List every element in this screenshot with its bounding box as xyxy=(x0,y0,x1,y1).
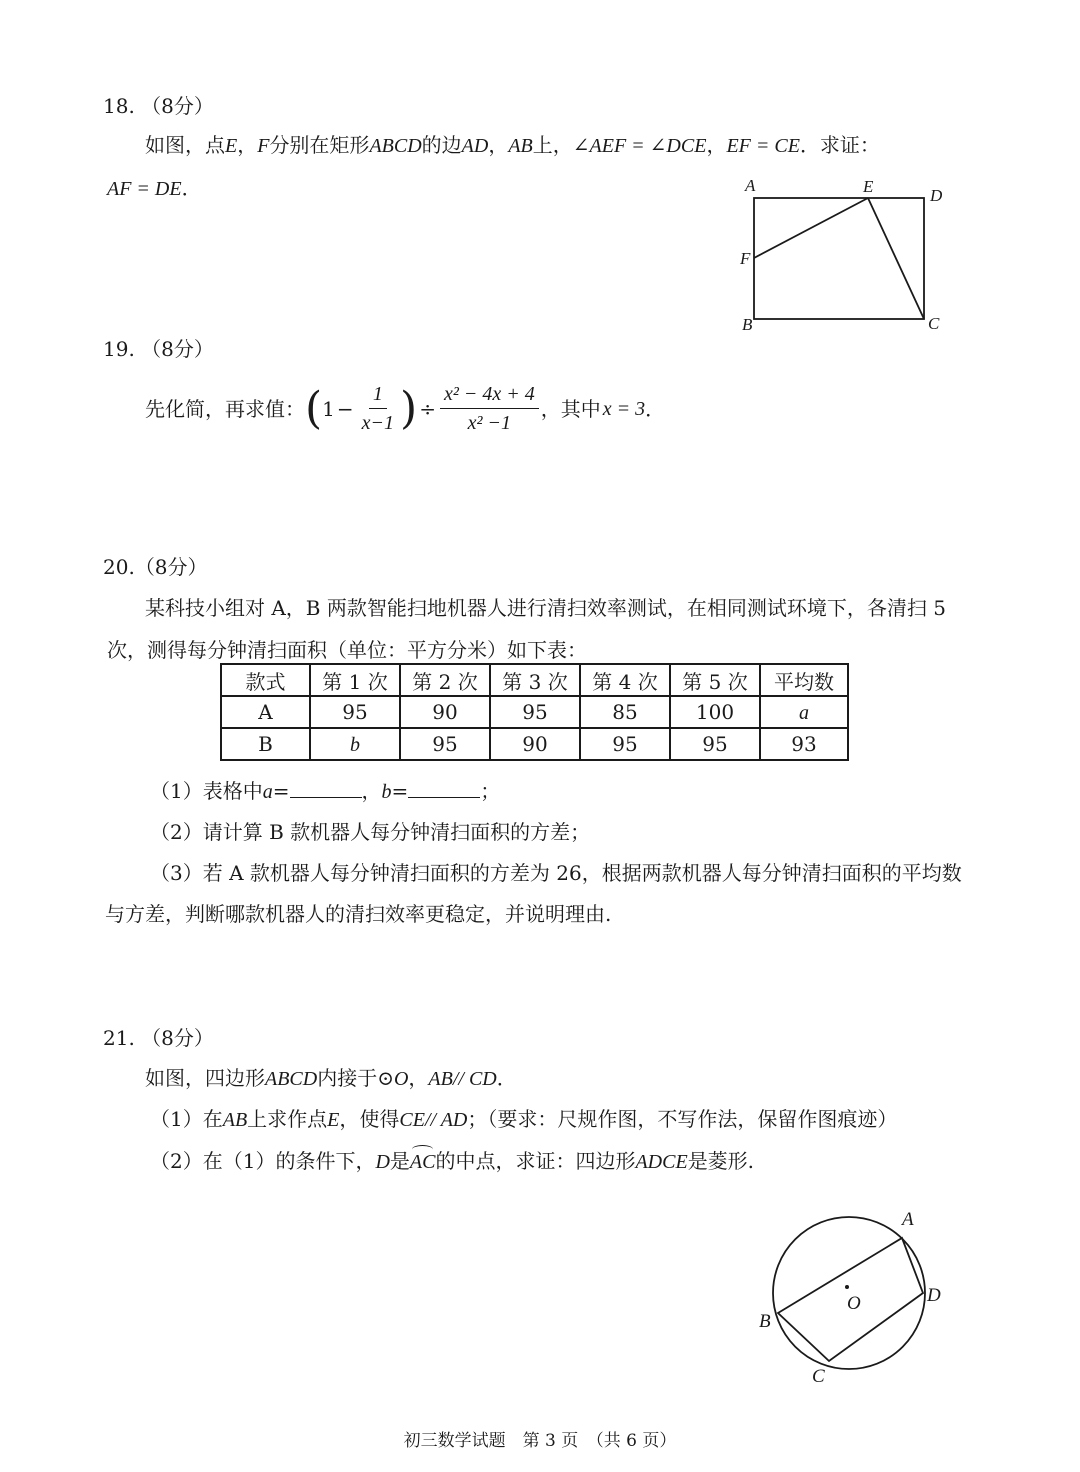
left-paren: ( xyxy=(305,382,323,434)
header-cell: 第 3 次 xyxy=(490,664,580,696)
q19-heading xyxy=(103,335,214,363)
q18-text: 如图，点 xyxy=(145,133,225,157)
q20-comma: ， xyxy=(361,779,382,803)
q21-var-abcd: ABCD xyxy=(265,1068,318,1090)
q18-text: ， xyxy=(706,133,727,157)
fraction-1 xyxy=(358,382,398,435)
q20-semicolon: ； xyxy=(480,779,501,803)
q18-text: ， xyxy=(488,133,509,157)
q20-heading xyxy=(103,553,208,581)
q18-var-ab: AB xyxy=(508,135,533,157)
table-row xyxy=(221,696,848,728)
label-b: B xyxy=(742,315,753,334)
center-point-o xyxy=(845,1285,849,1289)
label-d: D xyxy=(930,186,943,205)
table-cell: 85 xyxy=(580,696,670,728)
q19-one: 1 xyxy=(322,396,335,421)
q21-part2 xyxy=(150,1147,754,1176)
q20-number: 20. xyxy=(103,555,135,579)
label-f: F xyxy=(740,249,751,268)
q21-text: 上求作点 xyxy=(247,1107,328,1131)
q20-part3-line2: 与方差，判断哪款机器人的清扫效率更稳定，并说明理由. xyxy=(105,902,612,926)
header-cell: 平均数 xyxy=(760,664,848,696)
q21-text: ，使得 xyxy=(339,1107,400,1131)
label-e: E xyxy=(863,177,874,196)
q20-part1 xyxy=(150,777,500,806)
q18-rectangle-figure xyxy=(730,172,950,337)
q21-intro xyxy=(145,1064,517,1093)
header-cell: 第 1 次 xyxy=(310,664,400,696)
table-cell: 95 xyxy=(490,696,580,728)
q20-data-table xyxy=(220,663,849,761)
q21-text: ， xyxy=(408,1066,429,1090)
q18-line2 xyxy=(107,174,202,203)
segment-ec xyxy=(868,198,924,319)
fraction-1-denominator: x−1 xyxy=(361,412,395,434)
q21-parallel-ce-ad: CE// AD xyxy=(399,1109,468,1131)
q21-circle-figure xyxy=(745,1195,970,1395)
table-cell: A xyxy=(221,696,310,728)
q21-var-d: D xyxy=(375,1151,390,1173)
q18-heading xyxy=(103,92,214,120)
right-paren: ) xyxy=(400,382,418,434)
q21-text: 如图，四边形 xyxy=(145,1066,265,1090)
q21-text: ． xyxy=(496,1066,517,1090)
q19-expression xyxy=(145,382,665,435)
q20-var-a: a xyxy=(262,781,273,803)
table-cell xyxy=(310,728,400,760)
rectangle-abcd xyxy=(754,198,924,319)
q18-var-e: E xyxy=(225,135,238,157)
page-footer: 初三数学试题 第 3 页 （共 6 页） xyxy=(403,1431,677,1451)
q21-text: ；（要求：尺规作图，不写作法，保留作图痕迹） xyxy=(467,1107,898,1131)
label-b: B xyxy=(759,1311,771,1332)
q19-suffix: ，其中 xyxy=(540,396,601,421)
q18-text: ．求证： xyxy=(799,133,880,157)
table-cell: 90 xyxy=(400,696,490,728)
answer-blank-a[interactable] xyxy=(290,779,362,798)
q18-var-f: F xyxy=(257,135,270,157)
segment-fe xyxy=(754,198,868,258)
q18-text: 分别在矩形 xyxy=(269,133,370,157)
table-header-row xyxy=(221,664,848,696)
fraction-2-numerator: x² − 4x + 4 xyxy=(440,382,539,409)
table-cell-var: a xyxy=(799,701,809,724)
table-row xyxy=(221,728,848,760)
q21-text: 内接于 xyxy=(317,1066,378,1090)
q19-division: ÷ xyxy=(419,396,436,421)
answer-blank-b[interactable] xyxy=(408,779,480,798)
q18-points: （8分） xyxy=(141,94,214,118)
q21-circle-o: ⊙O xyxy=(377,1068,409,1090)
table-cell xyxy=(760,696,848,728)
q20-equals: = xyxy=(391,779,409,803)
q19-number: 19. xyxy=(103,337,135,361)
q18-text: 上， xyxy=(532,133,573,157)
q21-var-e: E xyxy=(327,1109,340,1131)
q20-part2: （2）请计算 B 款机器人每分钟清扫面积的方差； xyxy=(150,820,591,844)
q21-heading xyxy=(103,1024,214,1052)
q18-text: 的边 xyxy=(421,133,462,157)
q21-text: 是 xyxy=(389,1149,410,1173)
q21-arc-ac: AC xyxy=(410,1148,436,1176)
q20-intro-line1: 某科技小组对 A，B 两款智能扫地机器人进行清扫效率测试，在相同测试环境下，各清扫 5 xyxy=(145,596,946,620)
fraction-1-numerator: 1 xyxy=(369,382,387,409)
table-cell: 95 xyxy=(580,728,670,760)
q18-to-prove: AF = DE xyxy=(107,178,182,200)
label-a: A xyxy=(745,176,756,195)
q19-minus: − xyxy=(336,396,354,421)
q20-equals: = xyxy=(272,779,290,803)
q21-points: （8分） xyxy=(141,1026,214,1050)
q21-text: 是菱形. xyxy=(687,1149,755,1173)
q18-text: ． xyxy=(181,176,202,200)
header-cell: 第 2 次 xyxy=(400,664,490,696)
q18-segment-equation: EF = CE xyxy=(726,135,800,157)
table-cell: 95 xyxy=(310,696,400,728)
q18-text: ， xyxy=(237,133,258,157)
q21-text: 的中点，求证：四边形 xyxy=(435,1149,636,1173)
q20-part3-line1: （3）若 A 款机器人每分钟清扫面积的方差为 26，根据两款机器人每分钟清扫面积的平均数 xyxy=(150,861,962,885)
table-cell-var: b xyxy=(350,733,360,756)
table-cell: 95 xyxy=(670,728,760,760)
table-cell: 90 xyxy=(490,728,580,760)
label-a: A xyxy=(902,1209,914,1230)
q21-var-adce: ADCE xyxy=(635,1151,688,1173)
q18-number: 18. xyxy=(103,94,135,118)
header-cell: 第 4 次 xyxy=(580,664,670,696)
q20-intro-line2: 次，测得每分钟清扫面积（单位：平方分米）如下表： xyxy=(107,638,587,662)
header-cell: 款式 xyxy=(221,664,310,696)
header-cell: 第 5 次 xyxy=(670,664,760,696)
q20-part1-text: （1）表格中 xyxy=(150,779,263,803)
table-cell: 100 xyxy=(670,696,760,728)
q18-angle-equation: ∠AEF = ∠DCE xyxy=(572,135,707,157)
q19-x-value: x = 3 xyxy=(602,397,646,420)
q21-text: （2）在（1）的条件下， xyxy=(150,1149,376,1173)
label-d: D xyxy=(927,1285,941,1306)
q21-parallel: AB// CD xyxy=(428,1068,497,1090)
fraction-2 xyxy=(440,382,539,435)
label-o: O xyxy=(847,1293,861,1314)
q20-var-b: b xyxy=(381,781,392,803)
q18-var-abcd: ABCD xyxy=(369,135,422,157)
q20-points: （8分） xyxy=(134,555,208,579)
q21-text: （1）在 xyxy=(150,1107,223,1131)
q21-part1 xyxy=(150,1105,897,1134)
table-cell: 93 xyxy=(760,728,848,760)
table-cell: B xyxy=(221,728,310,760)
q19-suffix-end: ． xyxy=(645,396,666,421)
q18-var-ad: AD xyxy=(461,135,489,157)
table-cell: 95 xyxy=(400,728,490,760)
label-c: C xyxy=(928,314,940,333)
fraction-2-denominator: x² −1 xyxy=(467,412,512,434)
label-c: C xyxy=(812,1366,825,1387)
q21-var-ab: AB xyxy=(222,1109,248,1131)
q19-prefix: 先化简，再求值： xyxy=(145,396,305,421)
q21-number: 21. xyxy=(103,1026,135,1050)
q18-line1 xyxy=(145,131,880,160)
q19-points: （8分） xyxy=(141,337,214,361)
